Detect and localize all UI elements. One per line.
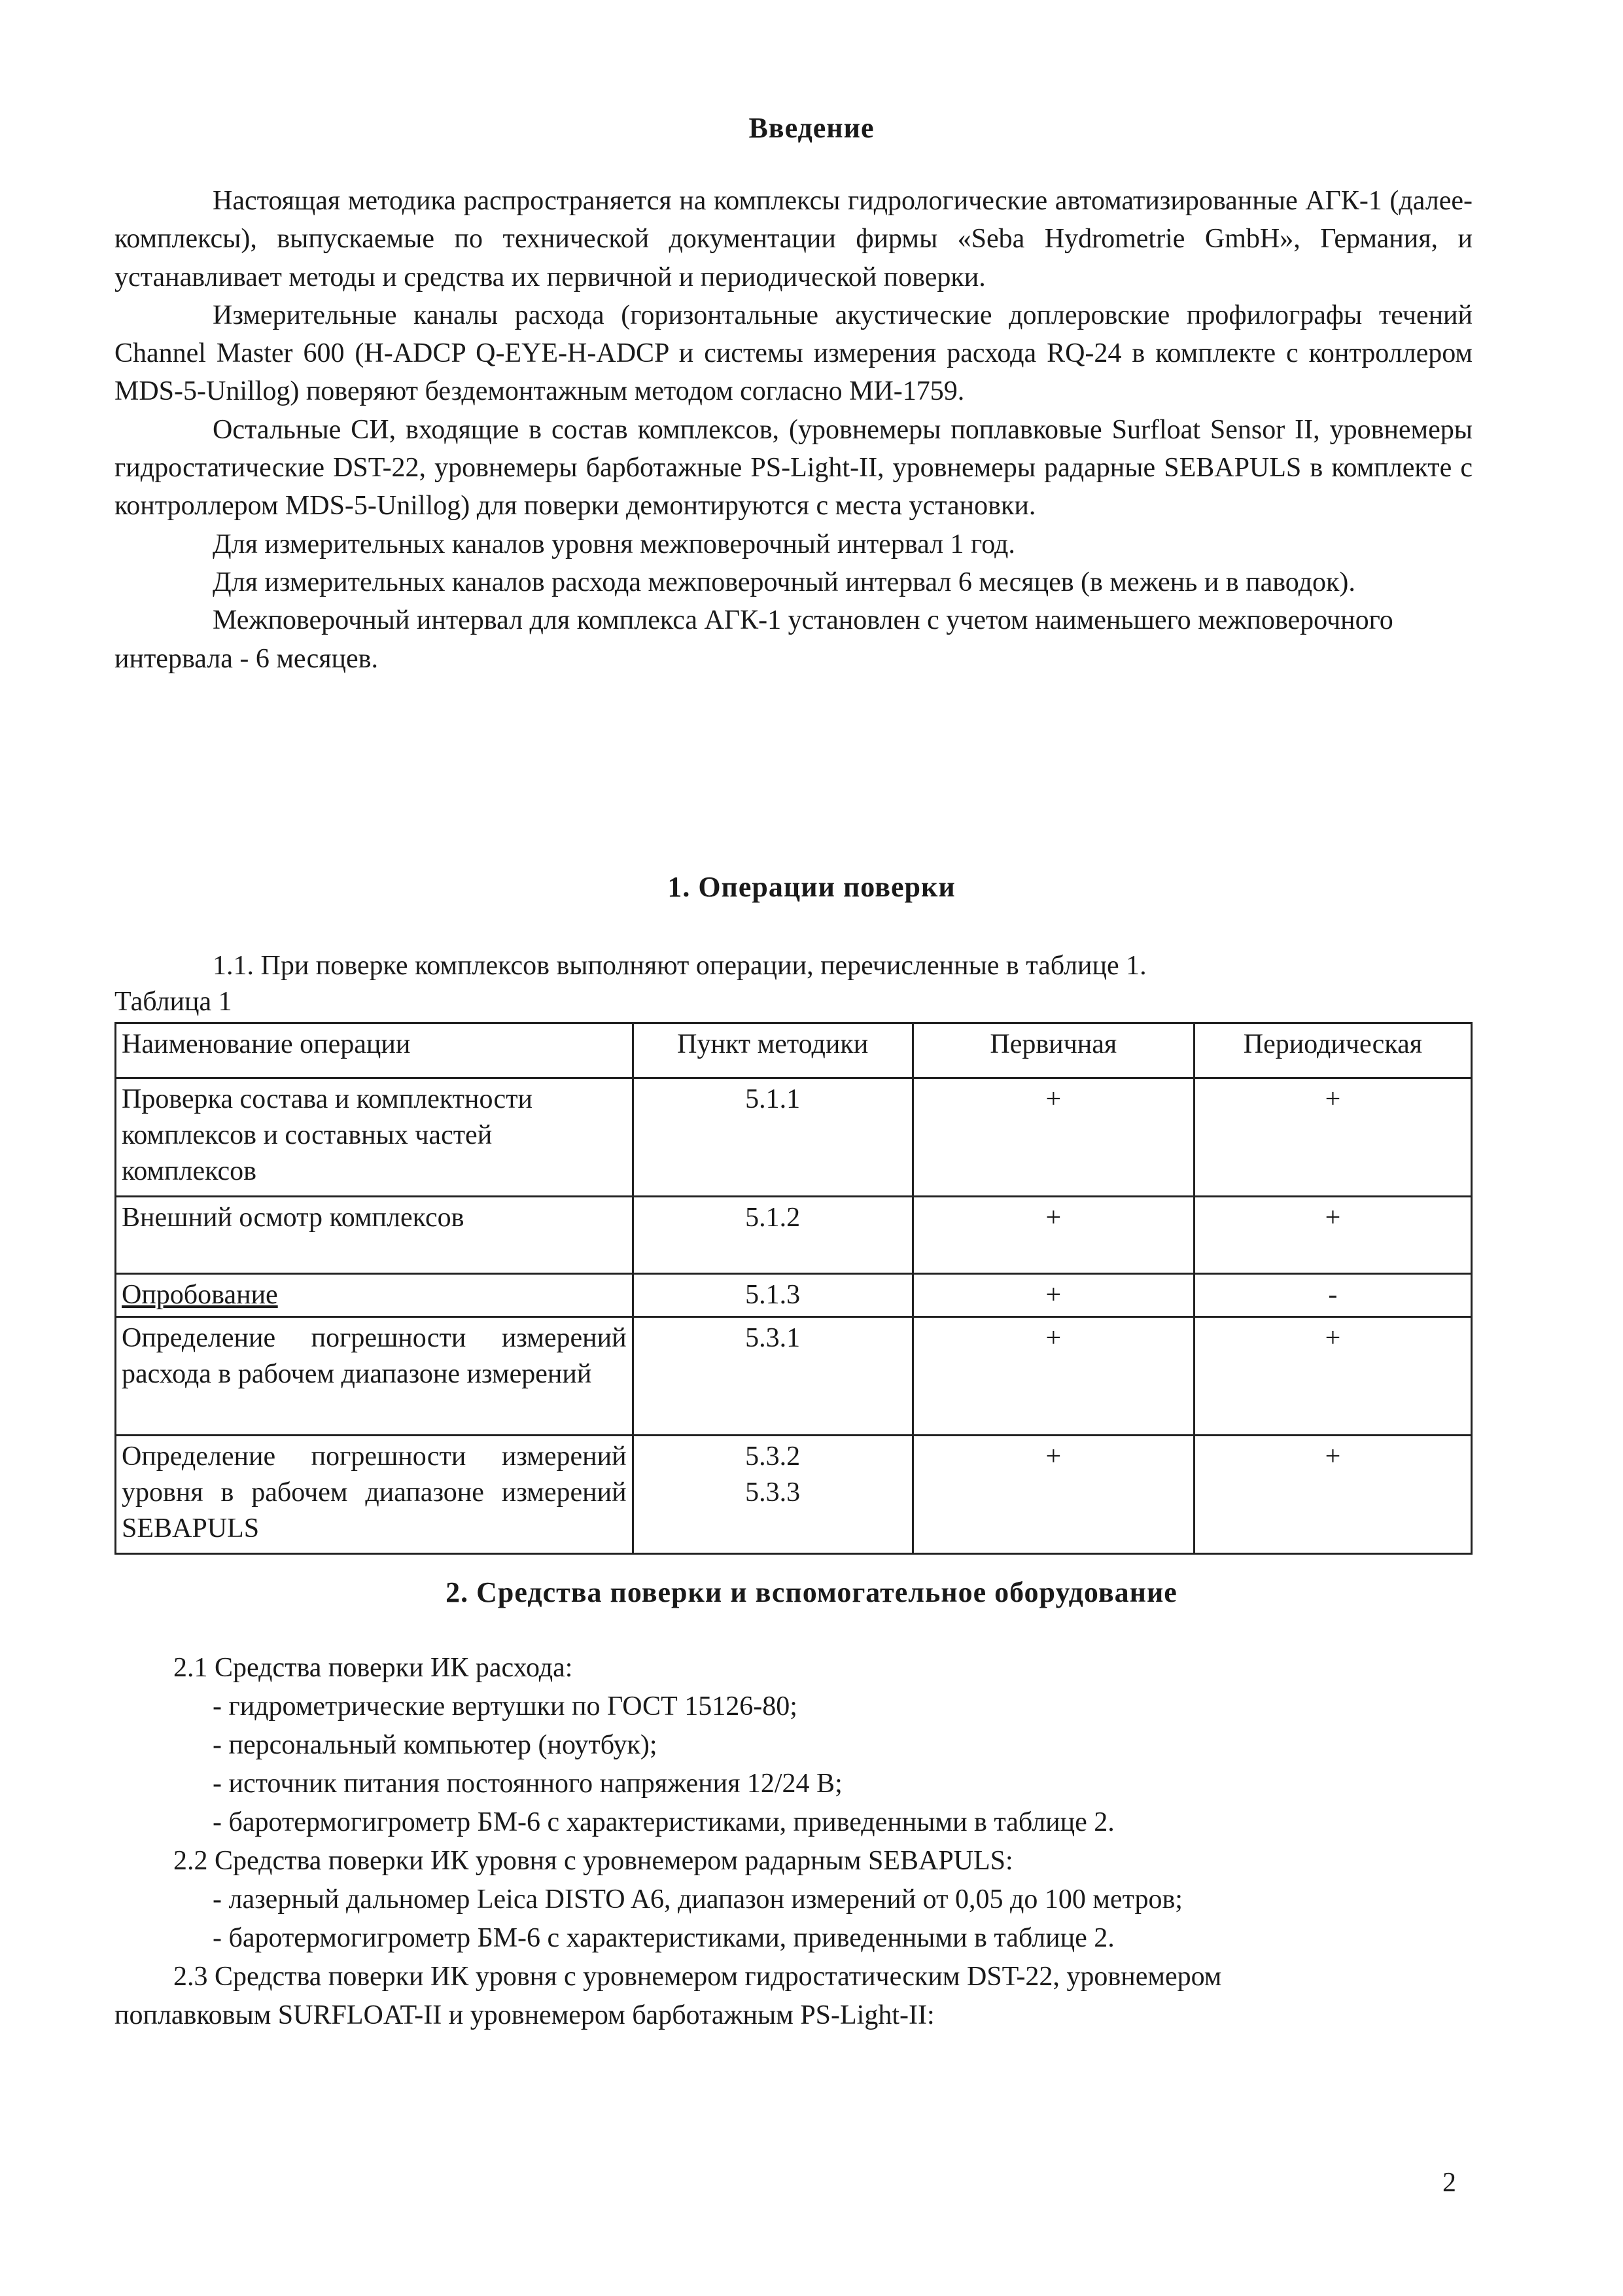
table-row: [116, 1317, 1472, 1436]
operation-primary: +: [913, 1197, 1194, 1274]
intro-paragraph: Остальные СИ, входящие в состав комплексов, (уровнемеры поплавковые Surfloat Sensor II, уровнемеры гидростатические DST-22, уровнемеры барботажные PS-Light-II, уровнемеры радарные SEBAPULS в комплекте с контроллером MDS-5-Unillog) для поверки демонтируются с места установки.: [114, 414, 1473, 521]
section2-item: - гидрометрические вертушки по ГОСТ 15126-80;: [213, 1691, 797, 1722]
table-row: [116, 1197, 1472, 1274]
operation-name: Внешний осмотр комплексов: [116, 1197, 633, 1274]
section2-title: 2. Средства поверки и вспомогательное оборудование: [445, 1576, 1178, 1608]
table-row: [116, 1078, 1472, 1197]
operation-clause-cell: [633, 1436, 913, 1554]
header-clause: Пункт методики: [633, 1023, 913, 1078]
table-caption: Таблица 1: [114, 987, 232, 1017]
header-operation: Наименование операции: [116, 1023, 633, 1078]
section2-item: - баротермогигрометр БМ-6 с характеристиками, приведенными в таблице 2.: [213, 1923, 1115, 1953]
intro-paragraph: Межповерочный интервал для комплекса АГК-1 установлен с учетом наименьшего межповерочного интервала - 6 месяцев.: [114, 605, 1393, 674]
operation-periodic: +: [1194, 1078, 1471, 1197]
intro-paragraph: Настоящая методика распространяется на комплексы гидрологические автоматизированные АГК-1 (далее-комплексы), выпускаемые по технической документации фирмы «Seba Hydrometrie GmbH», Германия, и устанавливает методы и средства их первичной и периодической поверки.: [114, 186, 1473, 292]
operation-name: Опробование: [116, 1274, 633, 1317]
operation-periodic: +: [1194, 1317, 1471, 1436]
operation-primary: +: [913, 1078, 1194, 1197]
operation-clause: 5.1.3: [633, 1274, 913, 1317]
operation-clause: 5.3.1: [633, 1317, 913, 1436]
operation-primary: +: [913, 1436, 1194, 1554]
section2-item: 2.1 Средства поверки ИК расхода:: [173, 1653, 573, 1683]
operation-name: Определение погрешности измерений уровня в рабочем диапазоне измерений SEBAPULS: [116, 1436, 633, 1554]
intro-paragraph: Для измерительных каналов уровня межповерочный интервал 1 год.: [213, 529, 1015, 559]
section2-item: 2.3 Средства поверки ИК уровня с уровнемером гидростатическим DST-22, уровнемером: [173, 1962, 1222, 1992]
operation-primary: +: [913, 1317, 1194, 1436]
section2-item: - лазерный дальномер Leica DISTO A6, диапазон измерений от 0,05 до 100 метров;: [213, 1884, 1183, 1915]
operation-name: Определение погрешности измерений расхода в рабочем диапазоне измерений: [116, 1317, 633, 1436]
table-row: [116, 1436, 1472, 1554]
operation-clause: 5.1.2: [633, 1197, 913, 1274]
operation-clause: 5.3.2: [745, 1441, 801, 1472]
operation-clause: 5.1.1: [633, 1078, 913, 1197]
intro-title: Введение: [748, 112, 875, 144]
intro-paragraph: Измерительные каналы расхода (горизонтальные акустические доплеровские профилографы течений Channel Master 600 (H-ADCP Q-EYE-H-ADCP и системы измерения расхода RQ-24 в комплекте с контроллером MDS-5-Unillog) поверяют бездемонтажным методом согласно МИ-1759.: [114, 300, 1473, 407]
section2-body: [114, 1649, 1473, 2035]
intro-paragraph: Для измерительных каналов расхода межповерочный интервал 6 месяцев (в межень и в паводок).: [213, 567, 1355, 597]
page-number: 2: [1442, 2168, 1456, 2198]
operation-periodic: +: [1194, 1436, 1471, 1554]
operation-clause-2: 5.3.3: [745, 1477, 801, 1508]
table-header-row: [116, 1023, 1472, 1078]
operations-table: [114, 1022, 1473, 1555]
section2-item: - баротермогигрометр БМ-6 с характеристиками, приведенными в таблице 2.: [213, 1807, 1115, 1837]
section1-lead: 1.1. При поверке комплексов выполняют операции, перечисленные в таблице 1.: [213, 951, 1147, 981]
operation-primary: +: [913, 1274, 1194, 1317]
operation-periodic: +: [1194, 1197, 1471, 1274]
section2-item: - персональный компьютер (ноутбук);: [213, 1730, 657, 1760]
section2-item: поплавковым SURFLOAT-II и уровнемером барботажным PS-Light-II:: [114, 2000, 935, 2030]
table-row: [116, 1274, 1472, 1317]
intro-body: [114, 182, 1473, 678]
header-periodic: Периодическая: [1194, 1023, 1471, 1078]
operation-periodic: -: [1194, 1274, 1471, 1317]
section1-title: 1. Операции поверки: [667, 871, 956, 903]
section2-item: - источник питания постоянного напряжения 12/24 В;: [213, 1769, 843, 1799]
operation-name: Проверка состава и комплектности комплексов и составных частей комплексов: [116, 1078, 633, 1197]
header-primary: Первичная: [913, 1023, 1194, 1078]
section2-item: 2.2 Средства поверки ИК уровня с уровнемером радарным SEBAPULS:: [173, 1846, 1013, 1876]
